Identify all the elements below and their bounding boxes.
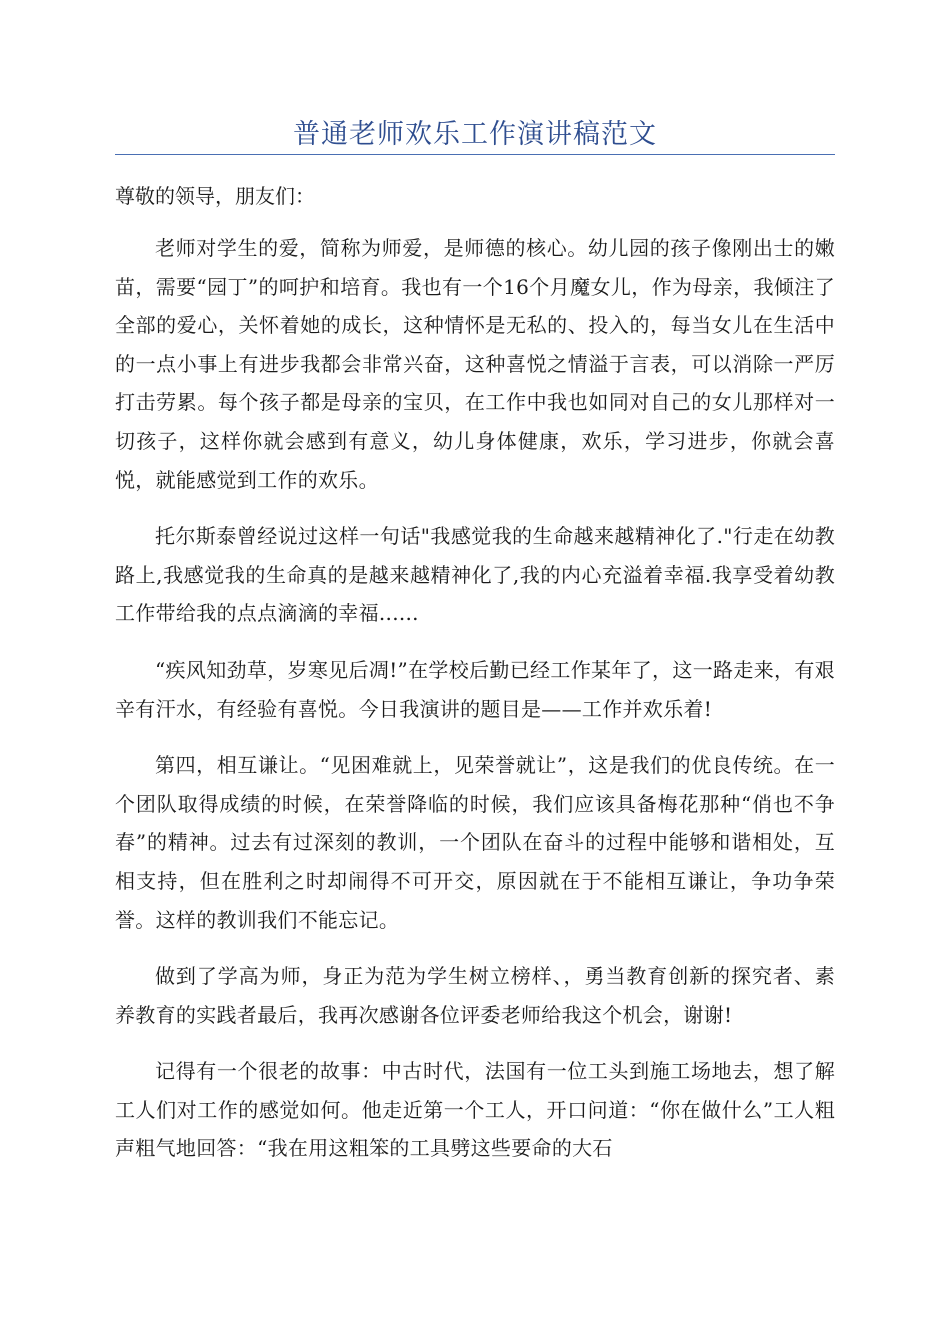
document-page: [115, 0, 835, 1168]
document-title: 普通老师欢乐工作演讲稿范文: [293, 119, 657, 150]
paragraph-5: 做到了学高为师，身正为范为学生树立榜样、，勇当教育创新的探究者、素养教育的实践者最后，我再次感谢各位评委老师给我这个机会，谢谢!: [115, 964, 835, 1027]
paragraph-6: 记得有一个很老的故事：中古时代，法国有一位工头到施工场地去，想了解工人们对工作的感觉如何。他走近第一个工人，开口问道：“你在做什么”工人粗声粗气地回答：“我在用这粗笨的工具劈这些要命的大石: [115, 1059, 835, 1161]
paragraph-2: 托尔斯泰曾经说过这样一句话"我感觉我的生命越来越精神化了."行走在幼教路上,我感觉我的生命真的是越来越精神化了,我的内心充溢着幸福.我享受着幼教工作带给我的点点滴滴的幸福......: [115, 524, 835, 626]
title-underline: [115, 154, 835, 155]
salutation: 尊敬的领导，朋友们：: [115, 184, 315, 208]
paragraph-1: 老师对学生的爱，简称为师爱，是师德的核心。幼儿园的孩子像刚出士的嫩苗，需要“园丁”的呵护和培育。我也有一个16个月魔女儿，作为母亲，我倾注了全部的爱心，关怀着她的成长，这种情怀是无私的、投入的，每当女儿在生活中的一点小事上有进步我都会非常兴奋，这种喜悦之情溢于言表，可以消除一严厉打击劳累。每个孩子都是母亲的宝贝，在工作中我也如同对自己的女儿那样对一切孩子，这样你就会感到有意义，幼儿身体健康，欢乐，学习进步，你就会喜悦，就能感觉到工作的欢乐。: [115, 236, 835, 492]
paragraph-4: 第四，相互谦让。“见困难就上，见荣誉就让”，这是我们的优良传统。在一个团队取得成绩的时候，在荣誉降临的时候，我们应该具备梅花那种“俏也不争春”的精神。过去有过深刻的教训，一个团队在奋斗的过程中能够和谐相处，互相支持，但在胜利之时却闹得不可开交，原因就在于不能相互谦让，争功争荣誉。这样的教训我们不能忘记。: [115, 753, 835, 932]
paragraph-3: “疾风知劲草，岁寒见后凋!”在学校后勤已经工作某年了，这一路走来，有艰辛有汗水，有经验有喜悦。今日我演讲的题目是——工作并欢乐着!: [115, 657, 835, 721]
